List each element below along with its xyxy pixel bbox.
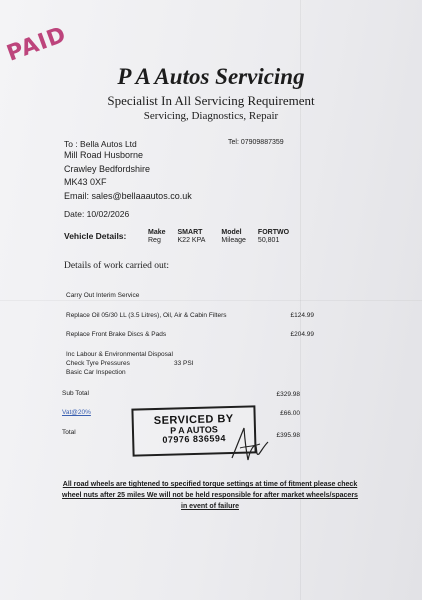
subtotal-label: Sub Total: [62, 390, 89, 397]
mileage-value: 50,801: [257, 237, 280, 244]
subtotal-value: £329.98: [276, 391, 300, 398]
total-label: Total: [62, 429, 76, 436]
services-line: Servicing, Diagnostics, Repair: [143, 110, 279, 122]
work-item: Carry Out Interim Service: [66, 292, 140, 299]
model-value: FORTWO: [257, 229, 290, 236]
recipient-address: [64, 149, 192, 203]
make-label: Make: [148, 229, 166, 236]
address-line: Crawley Bedfordshire: [64, 163, 151, 174]
paper-fold: [0, 300, 422, 301]
vehicle-details-table: [148, 229, 293, 245]
work-heading: Details of work carried out:: [64, 261, 169, 271]
stamp-line: SERVICED BY: [153, 412, 234, 428]
vat-link[interactable]: Vat@20%: [62, 409, 91, 416]
paid-stamp: PAID: [3, 22, 70, 67]
make-value: SMART: [177, 229, 203, 236]
work-item: Replace Front Brake Discs & Pads: [66, 331, 167, 338]
note-line: Basic Car Inspection: [66, 369, 126, 376]
note-line: Inc Labour & Environmental Disposal: [66, 351, 173, 358]
reg-label: Reg: [148, 237, 161, 244]
vehicle-details-label: Vehicle Details:: [64, 231, 127, 241]
vat-value: £66.00: [280, 410, 300, 417]
work-item-price: £124.99: [290, 312, 314, 319]
mileage-label: Mileage: [221, 237, 246, 244]
model-label: Model: [221, 229, 242, 236]
recipient-email: Email: sales@bellaaautos.co.uk: [64, 190, 192, 201]
reg-value: K22 KPA: [177, 237, 206, 244]
stamp-line: P A AUTOS: [170, 424, 218, 436]
stamp-line: 07976 836594: [162, 433, 227, 445]
total-value: £395.98: [276, 432, 300, 439]
work-item: Replace Oil 05/30 LL (3.5 Litres), Oil, Air & Cabin Filters: [66, 312, 227, 319]
address-line: MK43 0XF: [64, 177, 107, 187]
signature: [226, 420, 274, 464]
footer-notice: All road wheels are tightened to specified torque settings at time of fitment please check wheel nuts after 25 miles We will not be held responsible for after market wheels/spacers in event of failure: [62, 481, 358, 510]
address-line: Mill Road Husborne: [64, 150, 144, 160]
tel-number: Tel: 07909887359: [228, 139, 284, 146]
business-name: P A Autos Servicing: [117, 64, 305, 89]
work-item-price: £204.99: [290, 331, 314, 338]
tagline: Specialist In All Servicing Requirement: [107, 93, 315, 108]
invoice-date: Date: 10/02/2026: [64, 209, 130, 219]
tyre-pressure-value: 33 PSI: [174, 360, 194, 367]
note-line: Check Tyre Pressures: [66, 360, 130, 367]
recipient-to: To : Bella Autos Ltd: [64, 139, 137, 149]
